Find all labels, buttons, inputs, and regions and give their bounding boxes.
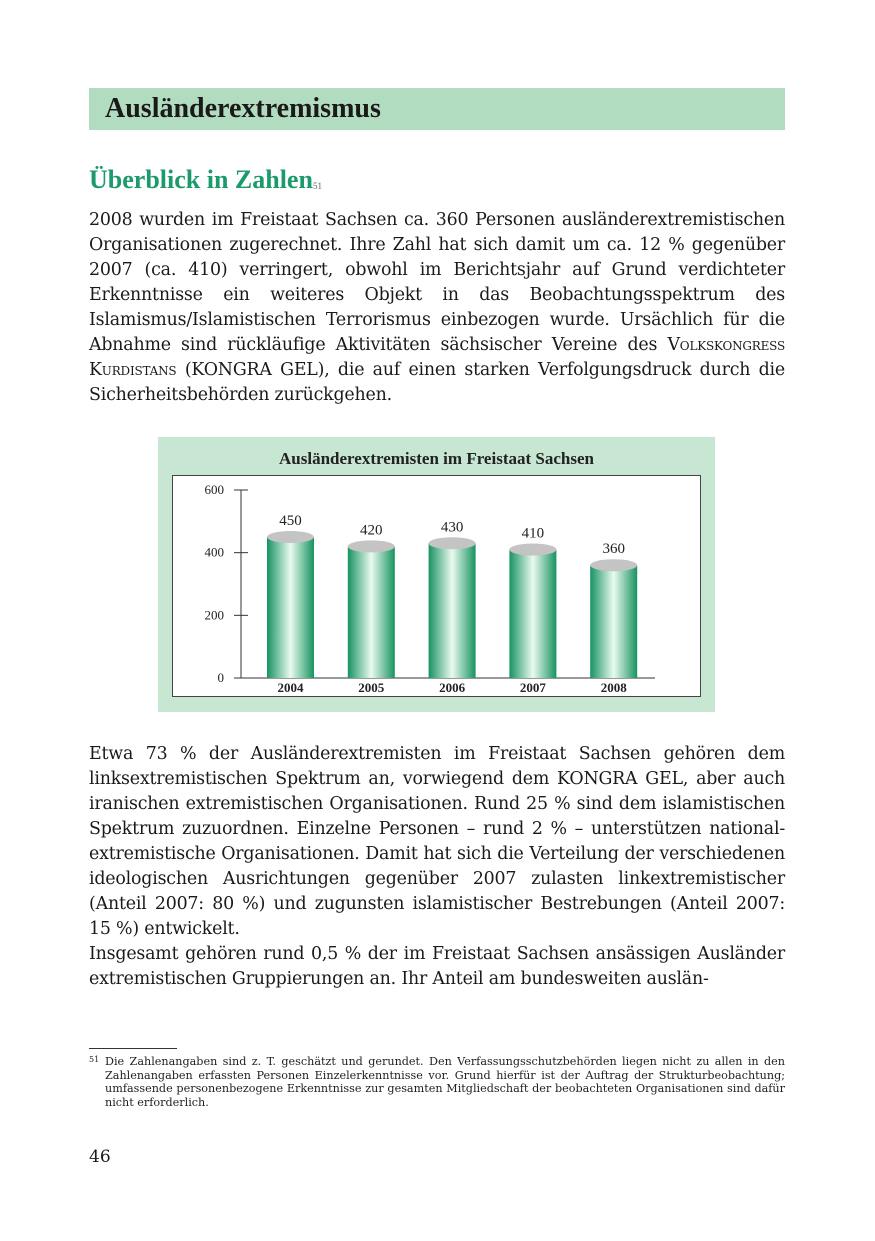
bar-2006 [429,537,476,678]
bar-cap [509,544,556,556]
y-tick-label: 400 [204,544,224,560]
footnote-number: 51 [89,1055,100,1064]
paragraph-share: Insgesamt gehören rund 0,5 % der im Freistaat Sachsen ansässigen Ausländer extremistischen Gruppierungen an. Ihr Anteil am bundesweiten auslän- [89,944,785,989]
paragraph-overview-part-b: (KONGRA GEL), die auf einen starken Verfolgungsdruck durch die Sicherheitsbehörden zurückgehen. [89,360,785,405]
subheading-text: Überblick in Zahlen [89,165,313,194]
paragraph-overview [89,208,785,408]
paragraph-distribution: Etwa 73 % der Ausländerextremisten im Freistaat Sachsen gehören dem linksextremistischen Spektrum an, vorwiegend dem KONGRA GEL, aber auch iranischen extremistischen Organisationen. Rund 25 % sind dem islamistischen Spektrum zuzuordnen. Einzelne Personen – rund 2 % – unterstützen national-extremistische Organisationen. Damit hat sich die Verteilung der verschiedenen ideologischen Ausrichtungen gegenüber 2007 zulasten linkextremistischer (Anteil 2007: 80 %) und zugunsten islamistischer Bestrebungen (Anteil 2007: 15 %) entwickelt. [89,744,785,939]
bar-cap [267,531,314,543]
x-tick-label-2004: 2004 [277,680,304,695]
organization-name: Volkskongress Kurdistans [89,335,785,380]
bar-cap [590,559,637,571]
footnote [89,1055,785,1109]
bar-cap [429,537,476,549]
section-title: Ausländerextremismus [105,93,381,124]
y-tick-label: 0 [217,670,224,685]
x-tick-label-2005: 2005 [358,680,385,695]
page-number: 46 [89,1147,111,1167]
x-tick-label-2008: 2008 [600,680,627,695]
subheading [89,162,322,198]
data-label-2005: 420 [360,522,383,539]
footnote-reference: 51 [312,181,322,191]
y-tick-label: 600 [204,482,224,497]
bar-body [429,543,476,678]
data-label-2006: 430 [440,519,464,536]
bar-body [590,565,637,678]
data-label-2004: 450 [279,513,302,529]
y-tick-label: 200 [204,607,224,623]
bar-body [267,537,314,678]
x-tick-label-2007: 2007 [519,680,546,695]
chart-frame [172,475,701,697]
bar-body [509,550,556,678]
data-label-2008: 360 [602,541,625,558]
bar-cap [348,540,395,552]
data-label-2007: 410 [521,525,545,542]
paragraph-overview-part-a: 2008 wurden im Freistaat Sachsen ca. 360 Personen ausländerextremistischen Organisationen zugerechnet. Ihre Zahl hat sich damit um ca. 12 % gegenüber 2007 (ca. 410) verringert, obwohl im Berichtsjahr auf Grund verdichteter Erkenntnisse ein weiteres Objekt in das Beobachtungsspektrum des Islamismus/Islamistischen Terrorismus einbezogen wurde. Ursächlich für die Abnahme sind rückläufige Aktivitäten sächsischer Vereine des [89,210,785,355]
footnote-divider [89,1048,177,1049]
chart-panel [158,437,715,712]
bar-2005 [348,540,395,678]
bar-chart [173,476,700,696]
bar-2004 [267,531,314,678]
bar-body [348,546,395,678]
section-header-band [89,88,785,130]
bar-2008 [590,559,637,678]
bar-2007 [509,544,556,678]
footnote-text: Die Zahlenangaben sind z. T. geschätzt und gerundet. Den Verfassungsschutzbehörden liegen nicht zu allen in den Zahlenangaben erfassten Personen Einzelerkenntnisse vor. Grund hierfür ist der Auftrag der Strukturbeobachtung; umfassende personenbezogene Erkenntnisse zur gesamten Mitgliedschaft der beobachteten Organisationen sind dafür nicht erforderlich. [105,1055,785,1109]
x-tick-label-2006: 2006 [439,680,466,695]
chart-title: Ausländerextremisten im Freistaat Sachsen [279,449,594,468]
